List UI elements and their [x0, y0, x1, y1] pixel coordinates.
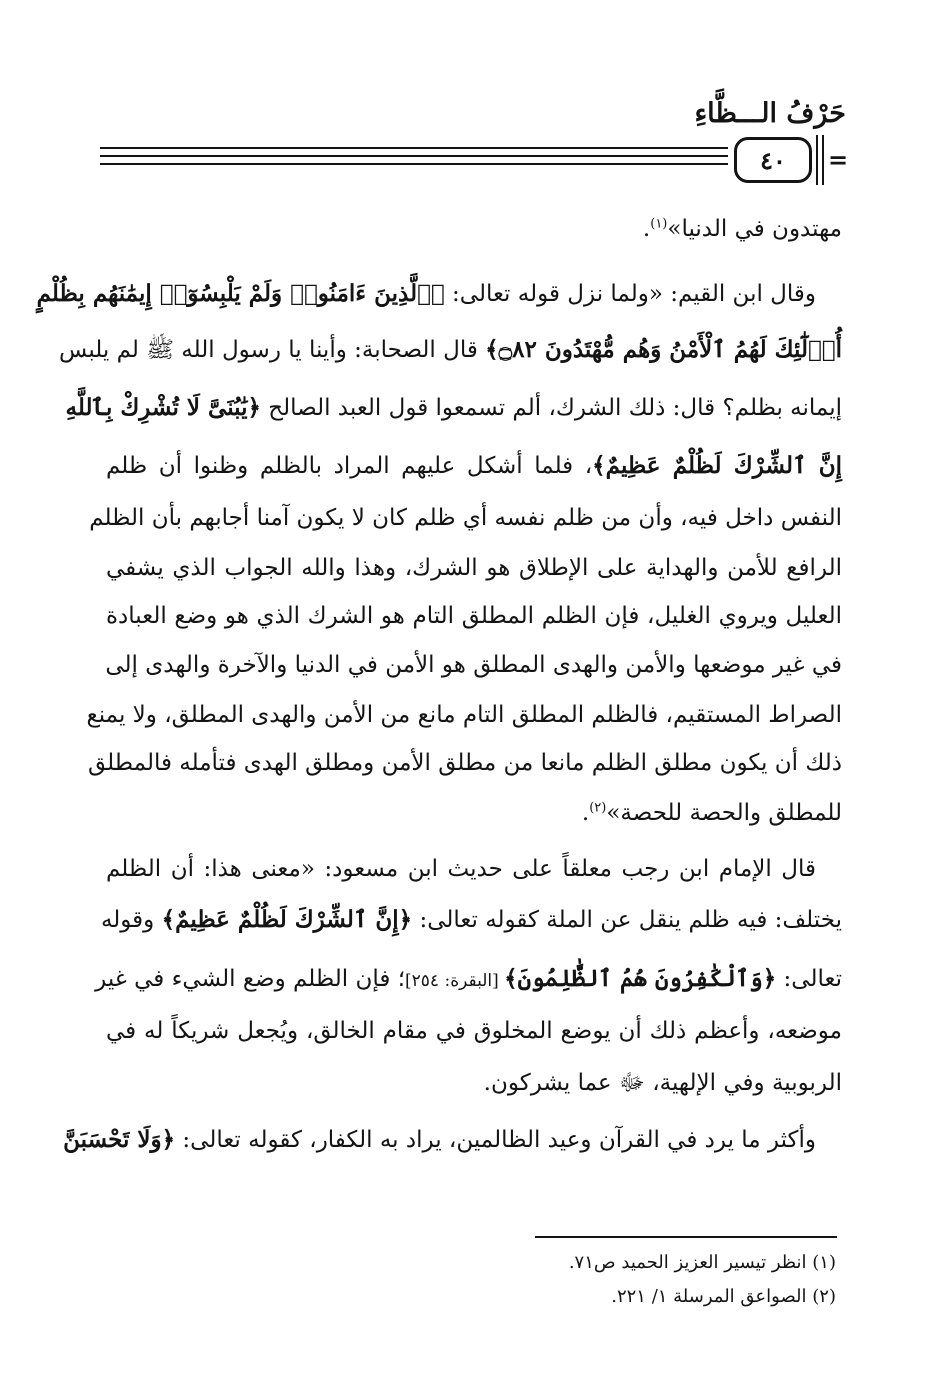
- body-line-10: الصراط المستقيم، فالظلم المطلق التام مانع من الأمن والهدى المطلق، ولا يمنع: [86, 702, 842, 728]
- body-line-5: إِنَّ ٱلشِّرْكَ لَظُلْمٌ عَظِيمٌ﴾، فلما أشكل عليهم المراد بالظلم وظنوا أن ظلم: [106, 452, 842, 479]
- body-line-11: ذلك أن يكون مطلق الظلم مانعا من مطلق الأمن ومطلق الهدى فتأمله فالمطلق: [87, 750, 842, 776]
- body-line-1: مهتدون في الدنيا»$^{(١)}$.: [642, 216, 842, 242]
- body-line-6: النفس داخل فيه، وأن من ظلم نفسه أي ظلم كان لا يكون آمنا أجابهم بأن الظلم: [89, 505, 842, 531]
- footnote-separator: [535, 1236, 837, 1238]
- body-line-14: يختلف: فيه ظلم ينقل عن الملة كقوله تعالى: ﴿إِنَّ ٱلشِّرْكَ لَظُلْمٌ عَظِيمٌ﴾ وقوله: [100, 906, 842, 933]
- footnote-ref-2: (٢): [589, 800, 607, 816]
- header-rule-bottom: [100, 163, 728, 165]
- header-eq-mark: =: [828, 145, 849, 174]
- verse-reference: [البقرة: ٢٥٤]: [405, 971, 505, 991]
- body-line-15: تعالى: ﴿وَٱلْكَٰفِرُونَ هُمُ ٱلظَّٰلِمُونَ﴾ [البقرة: ٢٥٤]؛ فإن الظلم وضع الشيء في غير: [95, 965, 842, 992]
- header-divider-bar-2: [822, 135, 824, 185]
- header-rule-middle: [100, 155, 728, 157]
- quran-verse: ﴿إِنَّ ٱلشِّرْكَ لَظُلْمٌ عَظِيمٌ﴾: [161, 906, 413, 933]
- quran-verse: ﴿يَٰبُنَىَّ لَا تُشْرِكْ بِٱللَّهِ: [65, 394, 261, 421]
- quran-verse: إِنَّ ٱلشِّرْكَ لَظُلْمٌ عَظِيمٌ﴾: [592, 452, 842, 479]
- footnote-1: (١) انظر تيسير العزيز الحميد ص٧١.: [568, 1252, 836, 1273]
- body-line-3: أُو۟لَٰٓئِكَ لَهُمُ ٱلْأَمْنُ وَهُم مُّهْتَدُونَ ۝٨٢﴾ قال الصحابة: وأينا يا رسول الله ﷺ لم يلبس: [59, 336, 842, 363]
- body-line-16: موضعه، وأعظم ذلك أن يوضع المخلوق في مقام الخالق، ويُجعل شريكاً له في: [106, 1018, 842, 1044]
- body-line-9: في غير موضعها والأمن والهدى المطلق هو الأمن في الدنيا والآخرة والهدى إلى: [105, 652, 842, 678]
- quran-verse: ﴿وَلَا تَحْسَبَنَّ: [63, 1126, 176, 1153]
- footnote-ref-1: (١): [650, 216, 668, 232]
- body-line-13: قال الإمام ابن رجب معلقاً على حديث ابن مسعود: «معنى هذا: أن الظلم: [106, 856, 816, 882]
- header-divider-bar: [816, 135, 818, 185]
- body-line-8: العليل ويروي الغليل، فإن الظلم المطلق التام هو الشرك الذي هو وضع العبادة: [106, 603, 842, 629]
- quran-verse: ﴿ٱلَّذِينَ ءَامَنُوا۟ وَلَمْ يَلْبِسُوٓا۟ إِيمَٰنَهُم بِظُلْمٍ: [36, 280, 445, 307]
- body-line-7: الرافع للأمن والهداية على الإطلاق هو الشرك، وهذا والله الجواب الذي يشفي: [106, 555, 842, 581]
- body-line-17: الربوبية وفي الإلهية، ﷻ عما يشركون.: [483, 1070, 842, 1096]
- page-number: ٤٠: [760, 145, 786, 175]
- body-line-2: وقال ابن القيم: «ولما نزل قوله تعالى: ﴿ٱلَّذِينَ ءَامَنُوا۟ وَلَمْ يَلْبِسُوٓا۟ إِيمَٰنَهُم بِظُلْمٍ: [36, 280, 816, 307]
- body-line-4: إيمانه بظلم؟ قال: ذلك الشرك، ألم تسمعوا قول العبد الصالح ﴿يَٰبُنَىَّ لَا تُشْرِكْ بِٱللَّهِ: [65, 394, 842, 421]
- body-line-12: للمطلق والحصة للحصة»$^{(٢)}$.: [581, 800, 842, 826]
- body-line-18: وأكثر ما يرد في القرآن وعيد الظالمين، يراد به الكفار، كقوله تعالى: ﴿وَلَا تَحْسَبَنَّ: [63, 1126, 816, 1153]
- quran-verse: أُو۟لَٰٓئِكَ لَهُمُ ٱلْأَمْنُ وَهُم مُّهْتَدُونَ ۝٨٢﴾: [485, 336, 842, 363]
- chapter-title: حَرْفُ الـــظَّاءِ: [694, 98, 846, 129]
- header-rule-top: [100, 147, 728, 149]
- page-number-box: [734, 137, 812, 183]
- quran-verse: ﴿وَٱلْكَٰفِرُونَ هُمُ ٱلظَّٰلِمُونَ﴾: [504, 965, 777, 992]
- footnote-2: (٢) الصواعق المرسلة ١/ ٢٢١.: [611, 1286, 836, 1307]
